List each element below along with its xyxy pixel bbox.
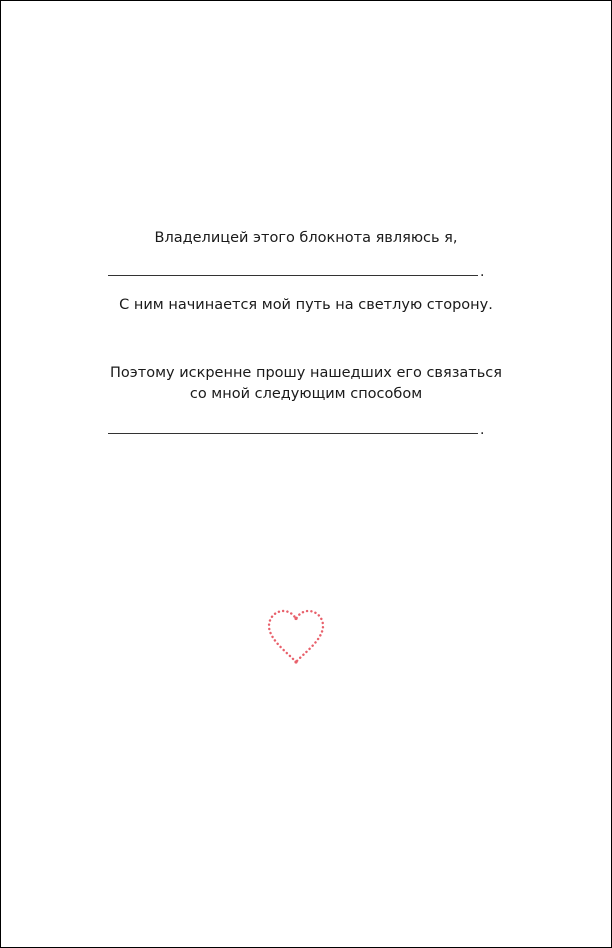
heart-bottom-dot	[294, 660, 297, 663]
owner-name-blank[interactable]	[108, 275, 478, 276]
owner-line-period: .	[480, 264, 485, 280]
owner-line: Владелицей этого блокнота являюсь я,	[154, 230, 458, 246]
contact-line-1: Поэтому искренне прошу нашедших его связаться	[110, 365, 502, 381]
heart-top-dot	[294, 617, 297, 620]
contact-line-period: .	[480, 422, 485, 438]
contact-method-blank[interactable]	[108, 433, 478, 434]
contact-line-2: со мной следующим способом	[189, 386, 423, 402]
path-line: С ним начинается мой путь на светлую сторону.	[119, 297, 493, 313]
dotted-heart-icon	[265, 606, 327, 666]
